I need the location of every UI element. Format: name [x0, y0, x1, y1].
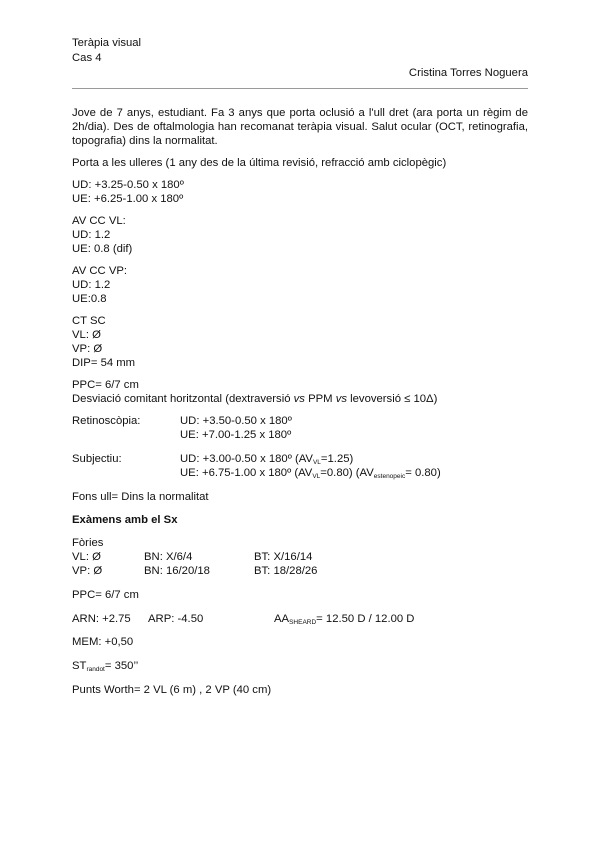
retinoscopy-os: UE: +7.00-1.25 x 180º	[180, 429, 292, 441]
subjective-os: UE: +6.75-1.00 x 180º $(AV_{VL}=0.80)$ $(AV_{estenopeic}= 0.80)$	[180, 467, 441, 480]
phorias-title: Fòries	[72, 537, 104, 549]
avcc-vp-section	[72, 264, 528, 306]
stereo-value: $ST_{randot}= 350$’’	[72, 660, 139, 673]
phorias-vl-row: VL: Ø BN: X/6/4 BT: X/16/14	[72, 551, 313, 563]
header-left	[72, 36, 141, 66]
subjective-od: UD: +3.00-0.50 x 180º $(AV_{VL}=1.25)$	[180, 453, 354, 466]
avcc-vp-title: AV CC VP:	[72, 265, 128, 277]
avcc-vp-os: UE:0.8	[72, 293, 107, 305]
phorias-section	[72, 536, 528, 578]
case-content	[72, 106, 528, 697]
avcc-vp-od: UD: 1.2	[72, 279, 111, 291]
ppc-section	[72, 378, 528, 406]
ct-title: CT SC	[72, 315, 106, 327]
avcc-vl-title: AV CC VL:	[72, 215, 126, 227]
glasses-od: UD: +3.25-0.50 x 180º	[72, 179, 184, 191]
ppc-value: PPC= 6/7 cm	[72, 379, 139, 391]
mem-value: MEM: +0,50	[72, 636, 134, 648]
retinoscopy-od: UD: +3.50-0.50 x 180º	[180, 415, 292, 427]
worth-test: Punts Worth= 2 VL (6 m) , 2 VP (40 cm)	[72, 684, 272, 696]
cover-test-section	[72, 314, 528, 370]
header-divider	[72, 88, 528, 89]
avcc-vl-section	[72, 214, 528, 256]
retinoscopy-label: Retinoscòpia:	[72, 415, 141, 427]
exams-title: Exàmens amb el Sx	[72, 514, 178, 526]
phorias-vp-row: VP: Ø BN: 16/20/18 BT: 18/28/26	[72, 565, 318, 577]
avcc-vl-os: UE: 0.8 (dif)	[72, 243, 133, 255]
header-case: Cas 4	[72, 52, 102, 64]
ppc-exam: PPC= 6/7 cm	[72, 589, 139, 601]
subjective-label: Subjectiu:	[72, 453, 122, 465]
retinoscopy-section	[72, 414, 528, 442]
deviation-text: Desviació comitant horitzontal (dextraversió vs PPM vs levoversió ≤ 10Δ)	[72, 393, 438, 405]
arn-value: ARN: +2.75	[72, 613, 131, 625]
avcc-vl-od: UD: 1.2	[72, 229, 111, 241]
subjective-section	[72, 452, 528, 480]
glasses-prescription	[72, 178, 528, 206]
fundus: Fons ull= Dins la normalitat	[72, 491, 209, 503]
accommodation-row	[72, 612, 528, 626]
glasses-os: UE: +6.25-1.00 x 180º	[72, 193, 184, 205]
glasses-note: Porta a les ulleres (1 any des de la última revisió, refracció amb ciclopègic)	[72, 157, 447, 169]
ct-vl: VL: Ø	[72, 329, 101, 341]
header-subject: Teràpia visual	[72, 37, 142, 49]
arp-value: ARP: -4.50	[148, 613, 204, 625]
ct-dip: DIP= 54 mm	[72, 357, 136, 369]
header-author: Cristina Torres Noguera	[408, 67, 528, 79]
intro-paragraph: Jove de 7 anys, estudiant. Fa 3 anys que porta oclusió a l'ull dret (ara porta un règim de 2h/dia). Des de oftalmologia han recomanat teràpia visual. Salut ocular (OCT, retinografia, topografia) dins la normalitat.	[72, 107, 528, 147]
aa-value: $AA_{SHEARD}= 12.50$ D / 12.00 D	[274, 613, 415, 626]
ct-vp: VP: Ø	[72, 343, 103, 355]
